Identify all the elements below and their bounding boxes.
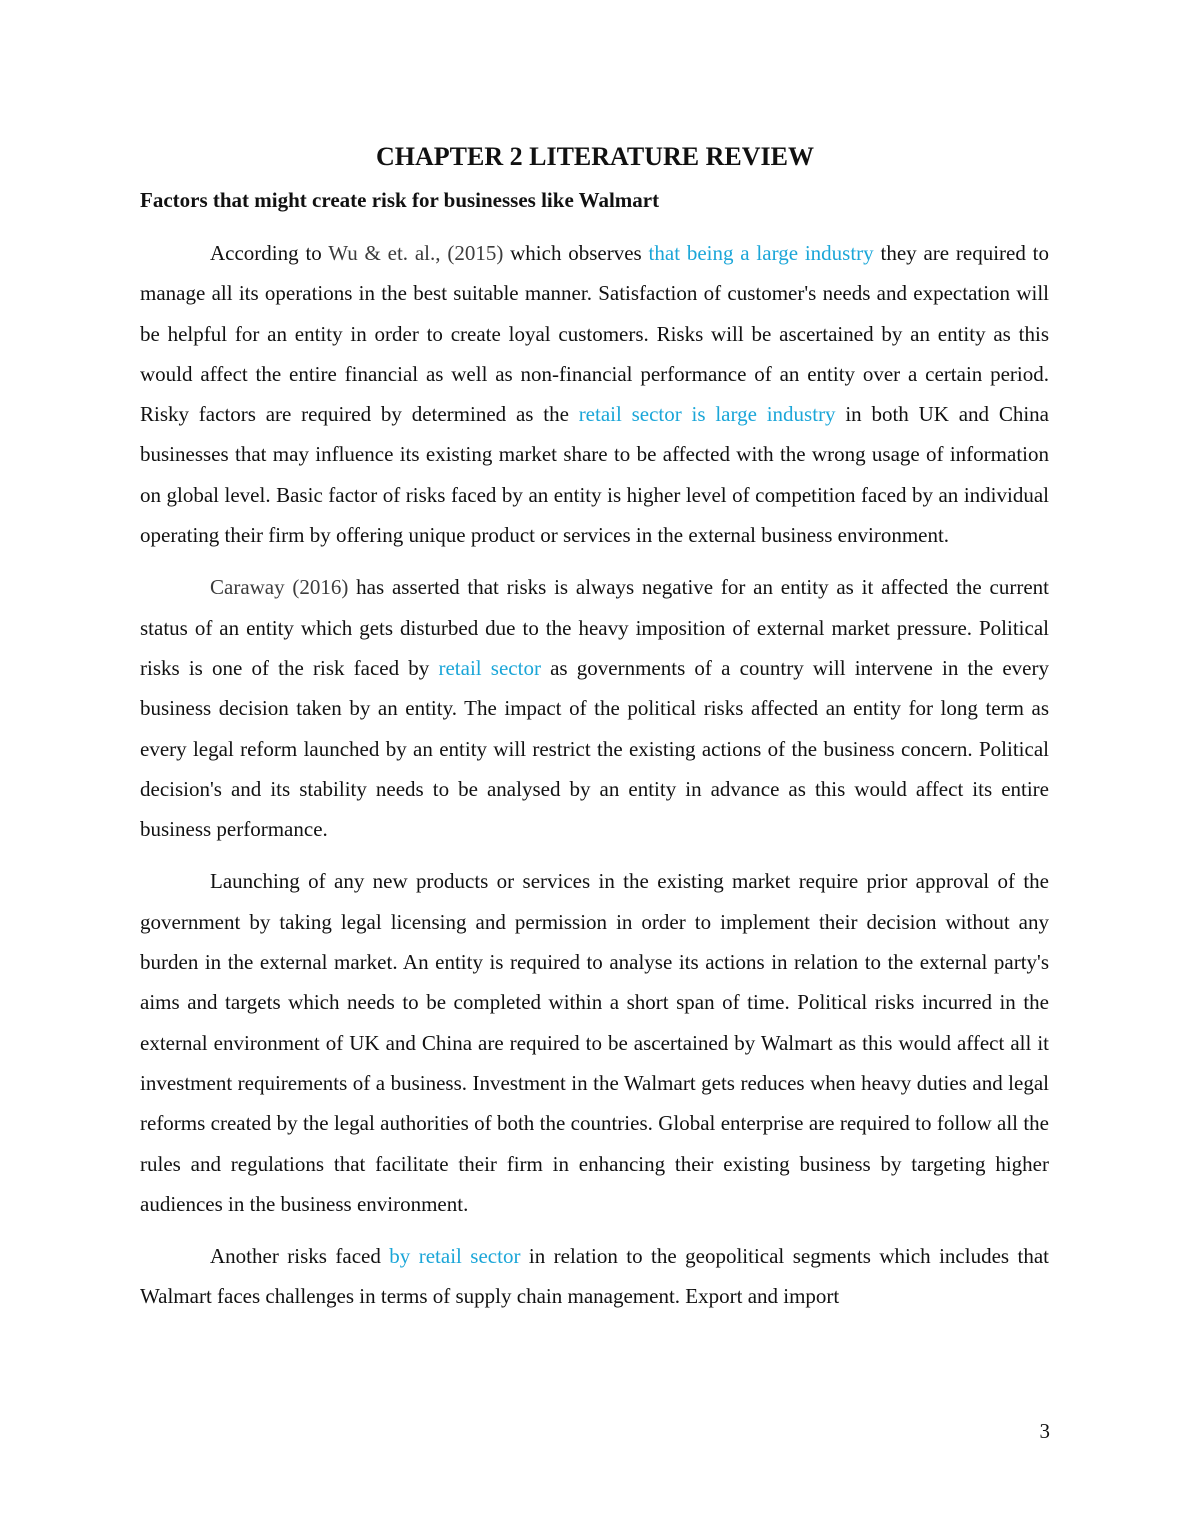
paragraph	[140, 233, 1049, 555]
chapter-title: CHAPTER 2 LITERATURE REVIEW	[376, 142, 814, 171]
page-number: 3	[1039, 1419, 1050, 1443]
highlighted-phrase: retail sector	[438, 655, 541, 680]
citation: Wu & et. al., (2015)	[328, 241, 504, 265]
text-run: Another risks faced	[210, 1244, 390, 1269]
document-body	[140, 233, 1049, 1329]
highlighted-phrase: that being a large industry	[648, 241, 874, 265]
highlighted-phrase: by retail sector	[389, 1244, 521, 1269]
citation: Caraway (2016)	[210, 575, 349, 600]
text-run: has asserted that risks is always negative for an entity as it affected the current status of an entity which gets disturbed due to the heavy imposition of external market pressure. Political risks is one of the risk faced by	[140, 575, 1049, 680]
text-run: in both UK and China businesses that may influence its existing market share to be affected with the wrong usage of information on global level. Basic factor of risks faced by an entity is higher level of competition faced by an individual operating their firm by offering unique product or services in the external business environment.	[140, 402, 1049, 548]
paragraph	[140, 1236, 1049, 1317]
text-run: Launching of any new products or services in the existing market require prior approval of the government by taking legal licensing and permission in order to implement their decision without any burden in the external market. An entity is required to analyse its actions in relation to the external party's aims and targets which needs to be completed within a short span of time. Political risks incurred in the external environment of UK and China are required to be ascertained by Walmart as this would affect all it investment requirements of a business. Investment in the Walmart gets reduces when heavy duties and legal reforms created by the legal authorities of both the countries. Global enterprise are required to follow all the rules and regulations that facilitate their firm in enhancing their existing business by targeting higher audiences in the business environment.	[140, 869, 1049, 1216]
paragraph	[140, 861, 1049, 1224]
text-run: as governments of a country will intervene in the every business decision taken by an entity. The impact of the political risks affected an entity for long term as every legal reform launched by an entity will restrict the existing actions of the business concern. Political decision's and its stability needs to be analysed by an entity in advance as this would affect its entire business performance.	[140, 655, 1049, 842]
text-run: they are required to manage all its operations in the best suitable manner. Satisfaction of customer's needs and expectation will be helpful for an entity in order to create loyal customers. Risks will be ascertained by an entity as this would affect the entire financial as well as non-financial performance of an entity over a certain period. Risky factors are required by determined as the	[140, 241, 1049, 427]
text-run: According to	[210, 241, 329, 265]
paragraph	[140, 567, 1049, 849]
text-run: in relation to the geopolitical segments which includes that Walmart faces challenges in terms of supply chain management. Export and import	[140, 1244, 1049, 1309]
section-heading: Factors that might create risk for businesses like Walmart	[140, 188, 660, 212]
highlighted-phrase: retail sector is large industry	[578, 402, 836, 427]
text-run: which observes	[503, 241, 649, 265]
